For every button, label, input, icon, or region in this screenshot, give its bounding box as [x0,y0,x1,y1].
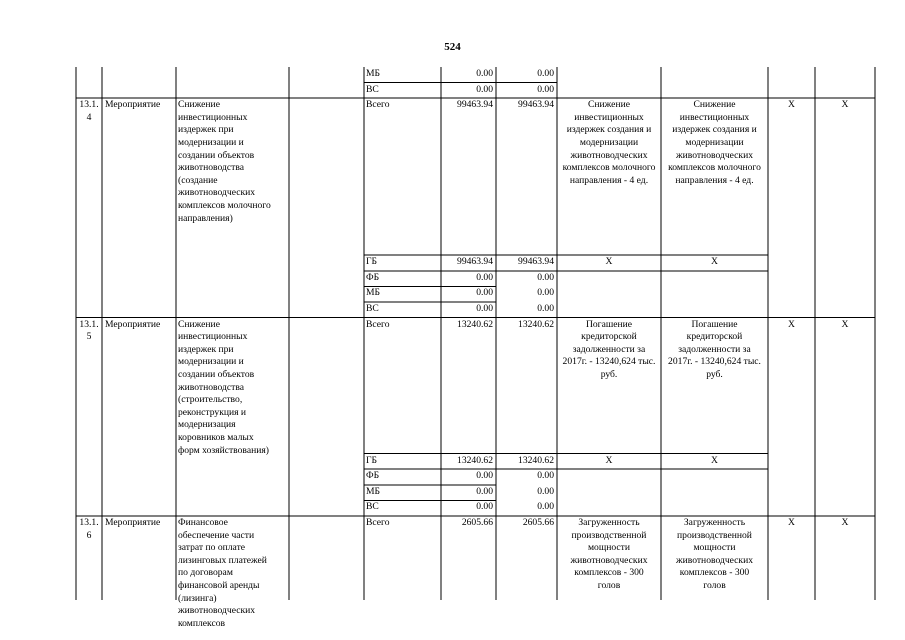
achieved-result: Погашение кредиторской задолженности за 2017г. - 13240,624 тыс. руб. [668,318,761,380]
actual-value: 0.00 [537,83,554,95]
actual-value: 0.00 [537,68,554,79]
plan-value: 0.00 [476,287,493,299]
achieved-result: Снижение инвестиционных издержек создания и модернизации животноводческих комплексов молочного направления - 4 ед. [668,99,761,186]
x-mark: Х [605,454,613,466]
actual-value: 0.00 [537,287,554,299]
measure-type: Мероприятие [105,517,161,528]
funding-source-label: ВС [366,303,379,314]
actual-value: 0.00 [537,485,554,497]
plan-value: 0.00 [476,303,493,314]
plan-total: 13240.62 [457,318,493,330]
plan-value: 0.00 [476,68,493,79]
measure-number: 13.1. 4 [79,99,99,123]
x-mark: Х [841,517,849,528]
funding-source-label: ВС [366,83,379,95]
x-mark: Х [841,99,849,111]
funding-source-label: МБ [366,485,381,497]
measure-number: 13.1. 5 [79,318,99,343]
actual-value: 0.00 [537,271,554,283]
plan-value: 0.00 [476,83,493,95]
plan-total: 2605.66 [461,517,493,528]
funding-source-label: ВС [366,501,379,513]
actual-value: 0.00 [537,303,554,314]
funding-source-label: ГБ [366,454,378,466]
planned-result: Снижение инвестиционных издержек создания и модернизации животноводческих комплексов молочного направления - 4 ед. [562,99,656,186]
funding-source-label: ГБ [366,256,378,268]
actual-total: 2605.66 [522,517,554,528]
plan-value: 0.00 [476,501,493,513]
x-mark: Х [788,318,795,330]
plan-total: 99463.94 [457,99,493,111]
plan-value: 13240.62 [457,454,493,466]
measure-description: Финансовое обеспечение части затрат по оплате лизинговых платежей по договорам финансовой аренды (лизинга) животноводческих комплексов [178,517,267,629]
x-mark: Х [605,256,613,268]
planned-result: Загруженность производственной мощности животноводческих комплексов - 300 голов [570,517,648,591]
plan-value: 0.00 [476,485,493,497]
total-label: Всего [366,99,390,111]
measure-number: 13.1. 6 [79,517,99,541]
x-mark: Х [788,99,795,111]
achieved-result: Загруженность производственной мощности животноводческих комплексов - 300 голов [675,517,754,591]
funding-source-label: МБ [366,287,381,299]
x-mark: Х [841,318,849,330]
actual-total: 13240.62 [518,318,554,330]
page-number: 524 [444,41,461,53]
actual-value: 0.00 [537,470,554,482]
x-mark: Х [788,517,795,528]
measure-description: Снижение инвестиционных издержек при модернизации и создании объектов животноводства (создание животноводческих комплексов молочного направления) [178,99,271,224]
total-label: Всего [366,318,390,330]
plan-value: 99463.94 [457,256,493,268]
measure-type: Мероприятие [105,318,161,330]
actual-value: 0.00 [537,501,554,513]
funding-source-label: МБ [366,68,381,79]
x-mark: Х [711,454,718,466]
measure-type: Мероприятие [105,99,161,111]
measure-description: Снижение инвестиционных издержек при модернизации и создании объектов животноводства (строительство, реконструкция и модернизация коровников малых форм хозяйствования) [178,318,269,456]
funding-source-label: ФБ [366,470,380,482]
plan-value: 0.00 [476,470,493,482]
actual-total: 99463.94 [518,99,554,111]
plan-value: 0.00 [476,271,493,283]
x-mark: Х [711,256,718,268]
planned-result: Погашение кредиторской задолженности за 2017г. - 13240,624 тыс. руб. [562,318,656,380]
actual-value: 99463.94 [518,256,554,268]
total-label: Всего [366,517,390,528]
actual-value: 13240.62 [518,454,554,466]
funding-source-label: ФБ [366,271,380,283]
